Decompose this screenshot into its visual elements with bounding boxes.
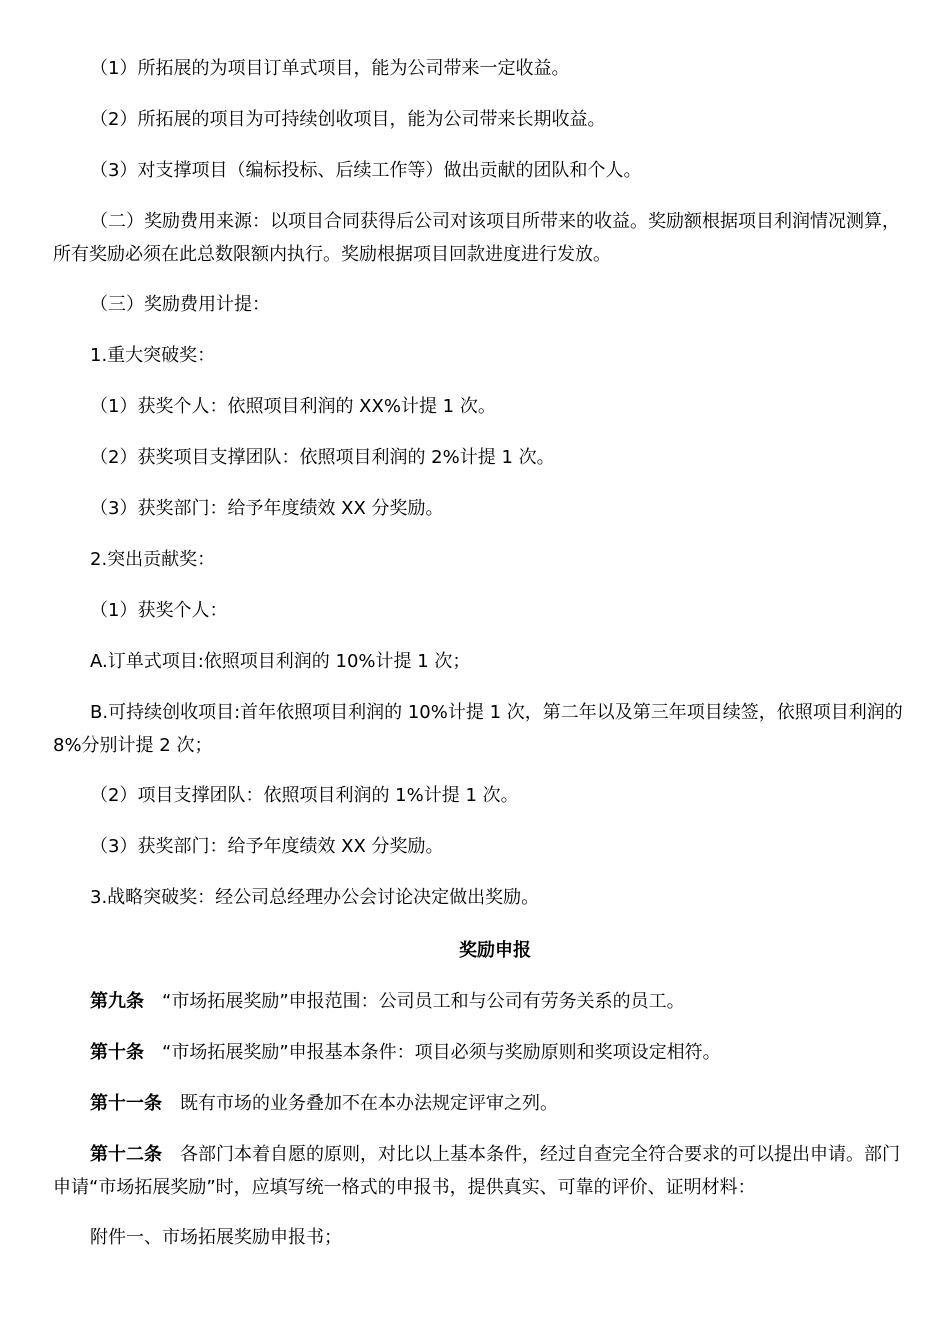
- article-text: 各部门本着自愿的原则，对比以上基本条件，经过自查完全符合要求的可以提出申请。部门申请“市场拓展奖励”时，应填写统一格式的申报书，提供真实、可靠的评价、证明材料：: [53, 1144, 900, 1198]
- attachment-line: 附件一、市场拓展奖励申报书；: [90, 1227, 342, 1248]
- article-9: [53, 985, 903, 1018]
- paragraph-4: （二）奖励费用来源：以项目合同获得后公司对该项目所带来的收益。奖励额根据项目利润情况测算，所有奖励必须在此总数限额内执行。奖励根据项目回款进度进行发放。: [53, 211, 900, 265]
- paragraph-3: （3）对支撑项目（编标投标、后续工作等）做出贡献的团队和个人。: [90, 160, 642, 181]
- article-10: [53, 1036, 903, 1069]
- paragraph-6: 1.重大突破奖：: [90, 345, 216, 366]
- paragraph-9: （3）获奖部门：给予年度绩效 XX 分奖励。: [90, 498, 444, 519]
- article-text: “市场拓展奖励”申报范围：公司员工和与公司有劳务关系的员工。: [162, 991, 685, 1012]
- article-12: [53, 1138, 903, 1204]
- paragraph-5: （三）奖励费用计提：: [90, 294, 270, 315]
- paragraph-15: （3）获奖部门：给予年度绩效 XX 分奖励。: [90, 836, 444, 857]
- article-label: 第九条: [90, 991, 144, 1012]
- article-text: 既有市场的业务叠加不在本办法规定评审之列。: [180, 1093, 558, 1114]
- paragraph-2: （2）所拓展的项目为可持续创收项目，能为公司带来长期收益。: [90, 109, 606, 130]
- paragraph-1: （1）所拓展的为项目订单式项目，能为公司带来一定收益。: [90, 58, 570, 79]
- article-label: 第十条: [90, 1042, 144, 1063]
- article-11: [53, 1087, 903, 1120]
- article-text: “市场拓展奖励”申报基本条件：项目必须与奖励原则和奖项设定相符。: [162, 1042, 721, 1063]
- paragraph-14: （2）项目支撑团队：依照项目利润的 1%计提 1 次。: [90, 785, 519, 806]
- paragraph-12: A.订单式项目:依照项目利润的 10%计提 1 次；: [90, 651, 471, 672]
- article-label: 第十一条: [90, 1093, 162, 1114]
- paragraph-7: （1）获奖个人：依照项目利润的 XX%计提 1 次。: [90, 396, 496, 417]
- paragraph-13: B.可持续创收项目:首年依照项目利润的 10%计提 1 次，第二年以及第三年项目续签，依照项目利润的 8%分别计提 2 次；: [53, 702, 903, 756]
- paragraph-8: （2）获奖项目支撑团队：依照项目利润的 2%计提 1 次。: [90, 447, 555, 468]
- section-heading: 奖励申报: [459, 940, 531, 961]
- article-label: 第十二条: [90, 1144, 162, 1165]
- paragraph-10: 2.突出贡献奖：: [90, 549, 216, 570]
- paragraph-11: （1）获奖个人：: [90, 600, 228, 621]
- paragraph-16: 3.战略突破奖：经公司总经理办公会讨论决定做出奖励。: [90, 887, 540, 908]
